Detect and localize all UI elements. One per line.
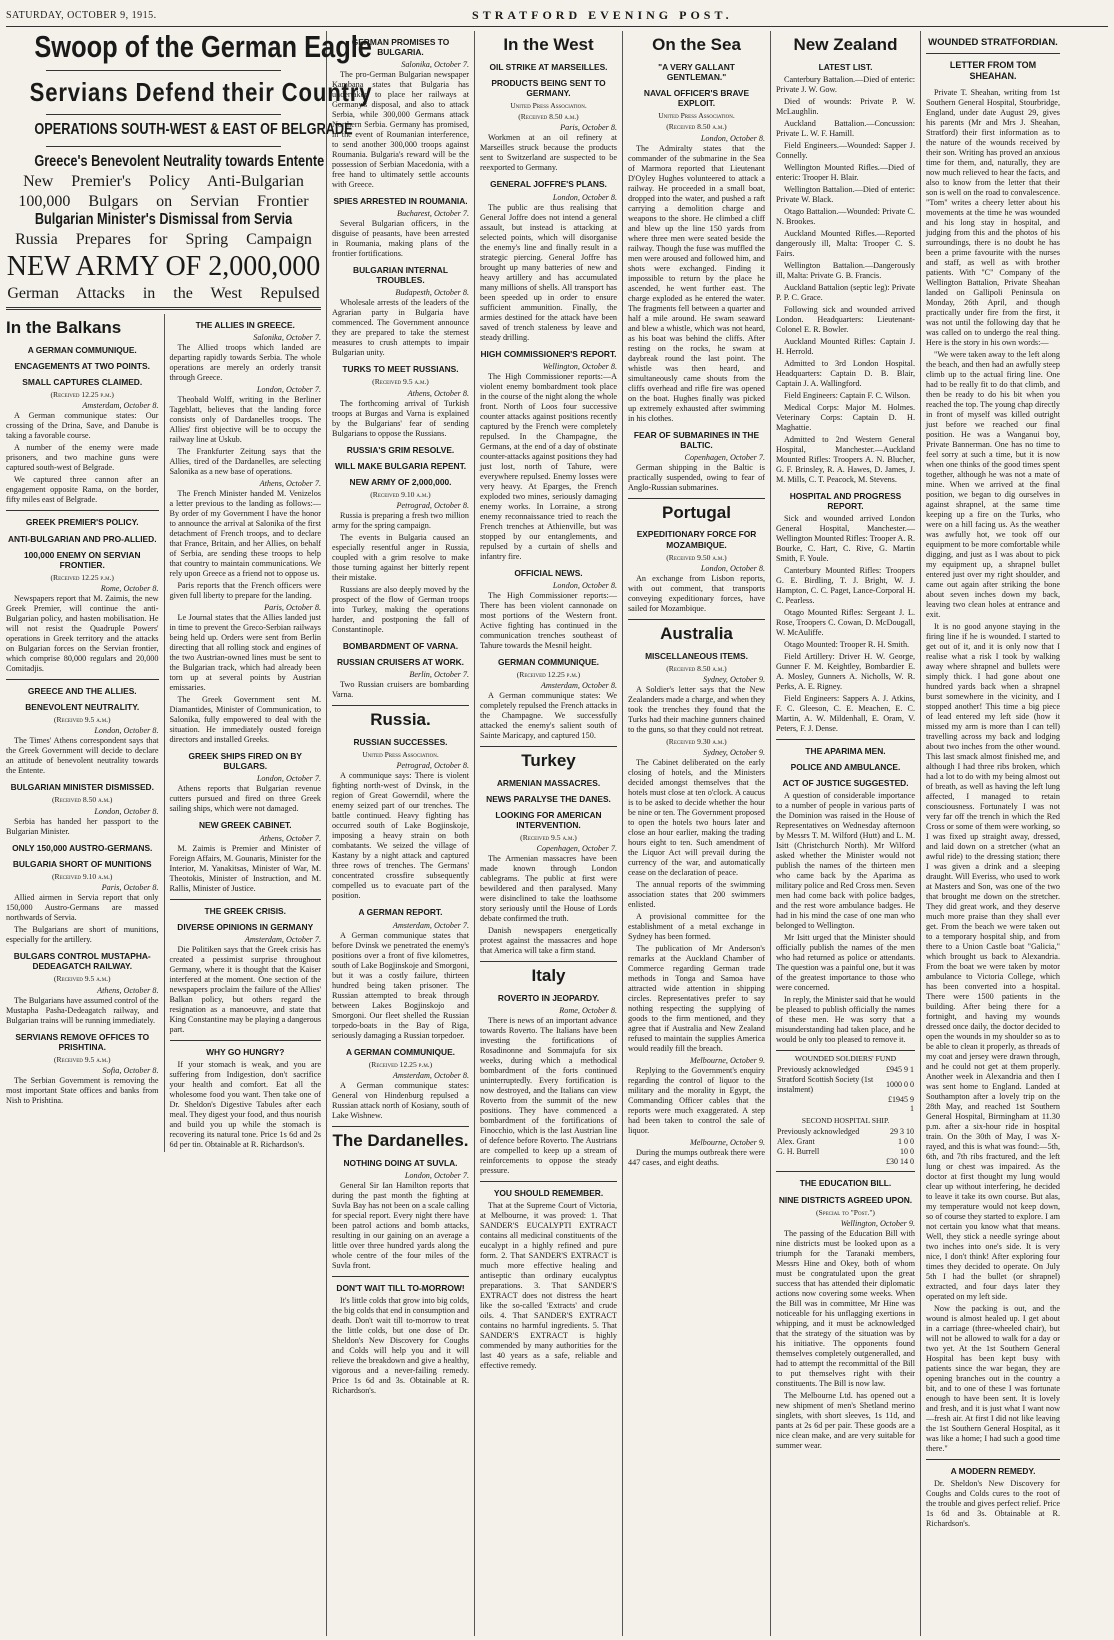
masthead — [6, 4, 1108, 27]
advert-title: DON'T WAIT TILL TO-MORROW! — [336, 1282, 465, 1293]
paragraph: The events in Bulgaria caused an especially resentful anger in Russia, coupled with a grim resolve to make those turning against her bitterly repent their mistake. — [332, 533, 469, 583]
subhead: ENCAGEMENTS AT TWO POINTS. — [14, 361, 150, 372]
casualty-entry: Field Engineers: Sappers A. J. Atkins, F. C. Gleeson, C. E. Meachen, E. C. Martin, A. W. Mildenhall, E. Oram, V. Peters, F. J. Dense. — [776, 693, 915, 733]
paragraph: Replying to the Government's enquiry regarding the control of liquor to the military and the morality in Egypt, the Commanding Officer cables that the reports were much exaggerated. A step had been taken to control the sale of liquor. — [628, 1066, 765, 1136]
paragraph: A German communique states that before Dvinsk we penetrated the enemy's positions over a front of five kilometres, south of Lake Bogjinskoje and Smorgoni, but it was a costly failure, thirteen hundred being taken prisoner. The Russian attempted to break through between Lakes Bogjinskojo and Smorgoni. Our fleet shelled the Russian torpedo-boats in the Bay of Riga, seriously damaging a Russian torpedoer. — [332, 930, 469, 1040]
section-title-sea: On the Sea — [652, 35, 741, 54]
subhead: SERVIANS REMOVE OFFICES TO PRISHTINA. — [15, 1031, 150, 1052]
paragraph: Newspapers report that M. Zaimis, the new Greek Premier, will continue the anti-Bulgarian policy, and hasten mobilisation. He will not resist the Quadruple Powers' operations in Greek territory and the attacks on Bulgarian forces on the Servian frontier, which comprise 80,000 regulars and 20,000 Comitadjis. — [6, 593, 159, 673]
lead-column — [6, 29, 373, 1636]
dateline: Paris, October 8. — [264, 603, 321, 613]
casualty-entry: Otago Mounted: Trooper R. H. Smith. — [784, 639, 910, 649]
received-time: (Received 8.50 a.m.) — [518, 112, 579, 122]
received-time: (Received 9.5 a.m.) — [53, 974, 111, 984]
subhead: LETTER FROM TOM SHEAHAN. — [949, 60, 1037, 82]
casualty-entry: Sick and wounded arrived London General Hospital, Manchester.—Wellington Mounted Rifles: Trooper A. R. Bourke, C. Hart, C. Rive, G. Martin Smith, F. Youle. — [776, 513, 915, 563]
section-title-balkans: In the Balkans — [6, 318, 122, 338]
paragraph: An exchange from Lisbon reports, with out comment, that transports conveying expeditionary forces, have sailed for Mozambique. — [628, 573, 765, 613]
subhead: 100,000 ENEMY ON SERVIAN FRONTIER. — [23, 549, 141, 570]
agency: United Press Association. — [510, 100, 587, 110]
dateline: London, October 8. — [552, 192, 617, 202]
received-time: (Received 8.50 a.m.) — [52, 795, 113, 805]
section-title-australia: Australia — [660, 623, 733, 643]
dateline: Amsterdam, October 8. — [82, 401, 159, 411]
subhead: ACT OF JUSTICE SUGGESTED. — [782, 778, 909, 789]
casualty-entry: Following sick and wounded arrived London. Headquarters: Lieutenant-Colonel E. R. Bowler. — [776, 304, 915, 334]
dateline: Wellington, October 8. — [542, 361, 617, 371]
agency: United Press Association. — [658, 111, 735, 121]
received-time: (Received 9.50 a.m.) — [666, 552, 727, 562]
table-row — [776, 1127, 915, 1137]
paragraph: During the mumps outbreak there were 447 cases, and eight deaths. — [628, 1148, 765, 1168]
casualty-entry: Admitted to 2nd Western General Hospital, Manchester.—Auckland Mounted Rifles: Troopers A. N. Blucher, G. F. Brinsley, R. A. Hawes, D. James, J. M. Mills, C. T. Peacock, M. Stevens. — [776, 434, 915, 484]
paragraph: Several Bulgarian officers, in the disguise of peasants, have been arrested in Roumania, making plans of the frontier fortifications. — [332, 219, 469, 259]
lead-subcolumns — [6, 314, 321, 1152]
subhead: NINE DISTRICTS AGREED UPON. — [778, 1194, 913, 1205]
received-time: (Received 9.5 a.m.) — [53, 1054, 111, 1064]
paragraph: The Cabinet deliberated on the early closing of hotels, and the Ministers decided amongst themselves that the hotels must close at ten o'clock. A caucus is to be asked to decide whether the hour be nine or ten. The Government proposed to open the hotels two hours later and close an hour earlier, making the trading hours eight to ten. Such amendment of the Liquor Act will prevail during the currency of the war, and automatically cease on the declaration of peace. — [628, 758, 765, 878]
subhead: FEAR OF SUBMARINES IN THE BALTIC. — [633, 429, 760, 450]
subhead: ONLY 150,000 AUSTRO-GERMANS. — [12, 842, 153, 853]
received-time: (Received 8.50 a.m.) — [666, 663, 727, 673]
column-west — [474, 31, 622, 1636]
paragraph: M. Zaimis is Premier and Minister of Foreign Affairs, M. Gounaris, Minister for the Interior, M. Yanakitsas, Minister of War, M. Theotokis, Minister of Instruction, and M. Rallis, Minister of Justice. — [169, 843, 321, 893]
dateline: Sydney, October 9. — [703, 748, 765, 758]
table-row — [776, 1147, 915, 1157]
received-time: (Received 9.5 a.m.) — [520, 833, 577, 843]
paragraph: German shipping in the Baltic is practically suspended, owing to fear of Anglo-Russian submarines. — [628, 462, 765, 492]
headline-bulgars: 100,000 Bulgars on Servian Frontier — [18, 192, 309, 210]
subhead: THE GREEK CRISIS. — [204, 905, 286, 916]
subhead: POLICE AND AMBULANCE. — [790, 762, 901, 773]
dateline: Athens, October 8. — [97, 985, 159, 995]
subhead: NAVAL OFFICER'S BRAVE EXPLOIT. — [643, 87, 750, 108]
article-title: WOUNDED STRATFORDIAN. — [928, 37, 1058, 48]
paragraph: Wholesale arrests of the leaders of the Agrarian party in Bulgaria have commenced. The Government announce they are prepared to take the sternest measures to crush attempts to impair Bulgarian unity. — [332, 298, 469, 358]
paragraph: The High Commissioner reports:—A violent enemy bombardment took place in the course of the night along the whole front. North of Loos four successive counter attacks against positions recently captured by the French were completely repulsed. In the Champagne, the Germans, at the end of a day of obstinate counter-attacks against positions they had just lost, north of Tahure, were everywhere repulsed. Enemy losses were very heavy. At Eparges, the French exploded two mines, seriously damaging enemy works. In Lorraine, a strong enemy reconnaissance tried to reach the French trenches at Athienville, but was stopped by our entanglements, and repulsed by a curtain of shells and infantry fire. — [480, 371, 617, 561]
dateline: Melbourne, October 9. — [689, 1056, 765, 1066]
paragraph: The Serbian Government is removing the most important State offices and banks from Nish to Prishtina. — [6, 1075, 159, 1105]
dateline: Copenhagen, October 7. — [536, 844, 617, 854]
subhead: "A VERY GALLANT GENTLEMAN." — [658, 61, 735, 82]
advert-title: A MODERN REMEDY. — [950, 1466, 1036, 1477]
paragraph: The French Minister handed M. Venizelos a letter previous to the landing as follows:—By order of my Government I have the honor to announce the arrival at Salonika of the first detachment of French troops, and to declare that France, Britain, and her Allies, on behalf of Serbia, are sending these troops to help that country to maintain communications. We rely upon Greece as a friend not to oppose us. — [169, 489, 321, 579]
casualty-entry: Auckland Battalion (septic leg): Private P. P. C. Grace. — [776, 282, 915, 302]
fund-amount: 1000 0 0 — [886, 1080, 914, 1090]
casualty-entry: Died of wounds: Private P. W. McLaughlin. — [776, 96, 915, 116]
received-time: (Received 9.10 a.m.) — [370, 489, 431, 499]
paragraph: Mr Isitt urged that the Minister should officially publish the names of the men who had returned as police or attendants. The question was a painful one, but it was of the greatest importance to those who were concerned. — [776, 933, 915, 993]
received-time: (Received 12.25 p.m.) — [516, 669, 581, 679]
received-time: (Received 9.10 a.m.) — [52, 871, 113, 881]
paragraph: The Times' Athens correspondent says that the Greek Government will decide to declare an attitude of benevolent neutrality towards the Entente. — [6, 736, 159, 776]
newspaper-title: STRATFORD EVENING POST. — [472, 7, 733, 22]
paragraph: Allied airmen in Servia report that only 150,000 Austro-Germans are massed northwards of Servia. — [6, 893, 159, 923]
paragraph: Paris reports that the French officers were given full liberty to prepare for the landing. — [169, 581, 321, 601]
subhead: GREEK PREMIER'S POLICY. — [25, 517, 139, 528]
subhead: GENERAL JOFFRE'S PLANS. — [490, 179, 607, 190]
subhead: HOSPITAL AND PROGRESS REPORT. — [789, 490, 902, 511]
dateline: Athens, October 7. — [259, 833, 321, 843]
casualty-entry: Auckland Mounted Rifles.—Reported dangerously ill, Malta: Trooper C. S. Fairs. — [776, 228, 915, 258]
dateline: Rome, October 8. — [559, 1006, 617, 1016]
paragraph: A Soldier's letter says that the New Zealanders made a charge, and when they took the trenches they found that the Turks had their machine gunners chained to the guns, so that they could not retreat. — [628, 684, 765, 734]
casualty-entry: Auckland Battalion.—Concussion: Private L. W. F. Hamill. — [776, 118, 915, 138]
fund-amount: £1945 9 1 — [888, 1094, 914, 1114]
paragraph: Private T. Sheahan, writing from 1st Southern General Hospital, Stourbridge, England, under date August 29, gives his parents (Mr and Mrs J. Sheahan, Stratford) their first information as to the nature of the wounds received by their son. Writing has proved an anxious time for them, and, naturally, they are now much relieved to hear the facts, and also to know from the letter that their son is well on the road to convalescence. "Tom" writes a cheery letter about his movements at the time he was wounded and his long stay in hospital, and judging from this and the photos of his surroundings, there is no doubt he has been a prime favourite with the nurses and staff, as well as with brother patients. With "C" Company of the Wellington Battalion, Private Sheahan landed on Gallipoli Peninsula on Monday, 26th April, and though practically under fire from the first, it was not until the following day that he was called on to undergo the real thing. Here is the story in his own words:— — [926, 88, 1060, 348]
paragraph: Le Journal states that the Allies landed just in time to prevent the Greco-Serbian railways being held up. Orders were sent from Berlin directing that all rolling stock and engines of the two Austrian-owned lines must be sent to the Bulgarian track, which had already been torn up at several points by Austrian emissaries. — [169, 613, 321, 693]
advert-text: That at the Supreme Court of Victoria, at Melbourne, it was proved: 1. That SANDER'S EUCALYPTI EXTRACT contains all medicinal constituents of the eucalypt in a highly refined and pure form. 2. That SANDER'S EXTRACT is much more effective healing and antiseptic than ordinary eucalyptus preparations. 3. That SANDER'S EXTRACT does not distress the heart like the so-called 'Extracts' and crude oils. 4. That SANDER'S EXTRACT contains no harmful ingredients. 5. That SANDER'S EXTRACT is highly commended by many authorities for the last 40 years as a safe, reliable and effective remedy. — [480, 1201, 617, 1371]
paragraph: General Sir Ian Hamilton reports that during the past month the fighting at Suvla Bay has not been on a scale calling for special report. Every night there have been patrol actions and bomb attacks, resulting in our gaining on an average a little over three hundred yards along the whole centre of the four miles of the Suvla front. — [332, 1180, 469, 1270]
dateline: Amsterdam, October 8. — [540, 681, 617, 691]
dateline: Paris, October 8. — [101, 883, 159, 893]
received-time: (Received 8.50 a.m.) — [666, 122, 727, 132]
paragraph: Theobald Wolff, writing in the Berliner Tageblatt, believes that the landing force consists only of Dardanelles troops. The Allies' first objective will be to occupy the railway line at Uskub. — [169, 395, 321, 445]
paragraph: "We were taken away to the left along the beach, and then had an awfully steep climb up to the actual firing line. One had to be really fit to do that climb, and then be ready to do his bit when you reached the top. The young chap directly in front of myself was killed outright just before we reached our final position. He was a Wanganui boy, Private Bannerman. One has no time to feel sorry at such a time, but it is now when one thinks of the good times spent together, although he was not a mate of mine. When we arrived at the final position, we began to dig ourselves in against shrapnel, at the same time keeping up a fire on the Turks, who were on a hill facing us. As the weather was awfully hot, we took off our equipment to be more comfortable while digging, and just as I was about to pick my equipment up, a shrapnel bullet entered just over my right shoulder, and came out again after striking the bone about seven inches down my back, leaving two clean holes at entrance and exit. — [926, 350, 1060, 620]
fund-amount: 10 0 — [900, 1146, 914, 1156]
paragraph: It is no good anyone staying in the firing line if he is wounded. I started to get out of it, and it is only now that I realise what a risk I took by walking away where shrapnel and bullets were simply thick. I had gone about one hundred yards back when a shrapnel burst somewhere in the vicinity, and I stopped another! This time a big piece of lead entered my left side (how it missed my arm is more than I can tell) travelling across my back and lodging about two inches from the other wound. This last smack almost finished me, and although I had three ribs broken, which had a lot to do with my being almost out of breath, as well as having the left lung affected, I managed to retain consciousness. Fortunately I was not very far off the trench in which the Red Cross or some of them were working, so I was fixed up straight away, dressed, and laid down on a stretcher (what an awful ride) to the dressing station; there I was given a drink and a sleeping draught. Will Everiss, who used to work at Masters and Son, was one of the two that brought me down on the stretcher. They did great work, and they deserve much more praise than they shall ever get. From the beach we were taken out to a temporary hospital ship, and from there to a Union Castle boat "Galicia," which brought us back to Alexandria. From the boat we were taken by motor ambulance to Victoria College, which has been converted into a hospital. There were 1500 patients in the building. After being there for a fortnight, and having my wounds dressed once daily, the doctor decided to open the wounds in my shoulder so as to be able to clean it properly, as threads of my coat and jersey were drawn through, and he could not get at them properly. Another week in Alexandria and then I was sent home to England. Landed at Southampton after a lovely trip on the 28th May, and reached 1st Southern General Hospital, Birmingham at 11.30 p.m. after a six-hour ride in hospital train. On the 30th of May, I was X-rayed, and this is what was found:—5th, 6th, and 7th ribs fractured, and the left lung or chest was impaired. As the doctor at first thought my lung would clear up without interfering, he decided to leave it take its own course. But alas, my temperature would not keep down, so of course they started to explore. I am not certain you know what that means. Well, they stick a needle syringe about two inches into one's side. It is very nice, I don't think! After exploring four times they decided to operate. On July 5th I had the bullet (or shrapnel) extracted, and four days later they operated on my left side. — [926, 622, 1060, 1302]
subhead: HIGH COMMISSIONER'S REPORT. — [480, 348, 617, 359]
subhead: OFFICIAL NEWS. — [514, 567, 583, 578]
dateline: London, October 7. — [404, 1170, 469, 1180]
headline-new-army: NEW ARMY OF 2,000,000 — [6, 250, 321, 282]
paragraph: The forthcoming arrival of Turkish troops at Burgas and Varna is explained by the Bulgarians' fear of sending Bulgarians to oppose the Russians. — [332, 398, 469, 438]
table-row — [776, 1065, 915, 1075]
subhead: DIVERSE OPINIONS IN GERMANY — [177, 921, 314, 932]
subhead: NOTHING DOING AT SUVLA. — [343, 1157, 458, 1168]
headline-greece: Greece's Benevolent Neutrality towards Entente — [34, 153, 325, 171]
headline-operations: OPERATIONS SOUTH-WEST & EAST OF BELGRADE — [34, 121, 353, 139]
advert-title: YOU SHOULD REMEMBER. — [493, 1188, 604, 1199]
subhead: A GERMAN COMMUNIQUE. — [27, 344, 137, 355]
casualty-entry: Wellington Mounted Rifles.—Died of enteric: Trooper H. Blair. — [776, 162, 915, 182]
subhead: A GERMAN REPORT. — [358, 907, 443, 918]
columns — [6, 31, 1108, 1636]
subhead: A GERMAN COMMUNIQUE. — [345, 1046, 456, 1057]
headline-dismissal: Bulgarian Minister's Dismissal from Servia — [34, 211, 293, 229]
paragraph: Athens reports that Bulgarian revenue cutters pursued and fired on three Greek sailing ships, which were not damaged. — [169, 784, 321, 814]
paragraph: A communique says: There is violent fighting north-west of Dvinsk, in the region of Great Gowerndil, where the enemy seized part of our trenches. The battle continued. Heavy fighting has occurred south of Lake Bogjinskoje, imposing a heavy strain on both combatants. We seized the village of Kastany by a night attack and captured three rows of trenches. The Germans' concentrated crossfire subsequently compelled us to evacuate part of the position. — [332, 771, 469, 901]
dateline: Sofia, October 8. — [102, 1065, 159, 1075]
paragraph: Two Russian cruisers are bombarding Varna. — [332, 680, 469, 700]
casualty-entry: Admitted to 3rd London Hospital. Headquarters: Captain D. B. Blair, Captain J. A. Wallingford. — [776, 358, 915, 388]
subhead: BULGARIAN MINISTER DISMISSED. — [10, 782, 154, 793]
paragraph: The Admiralty states that the commander of the submarine in the Sea of Marmora reported that Lieutenant D'Oyley Hughes volunteered to attack a railway. He proceeded in a small boat, dropped into the water, and pushed a raft carrying a demolition charge and weapons to the shore. He climbed a cliff and blew up the line 150 yards from where three men were seated beside the railway. Though the fuse was muffled the men were aroused and followed him, and shots were exchanged. Finding it impossible to return by the place he ascended, he went further east. The charge exploded as he entered the water. The fragments fell between a quarter and half a mile around. He swam seaward and blew a whistle, which was not heard, as his boat was behind the cliffs. After resting on the rocks, he swam at daybreak round the last point. The whistle was then heard, and simultaneously came shouts from the cliffs overhead and rifle fire was opened on the boat. Hughes finally was picked up extremely exhausted after swimming in his clothes. — [628, 143, 765, 423]
dateline: London, October 7. — [256, 774, 321, 784]
received-time: (Received 9.5 a.m.) — [372, 377, 429, 387]
dateline: Copenhagen, October 7. — [684, 452, 765, 462]
paragraph: Serbia has handed her passport to the Bulgarian Minister. — [6, 816, 159, 836]
subhead: GREECE AND THE ALLIES. — [27, 685, 137, 696]
subhead: TURKS TO MEET RUSSIANS. — [342, 364, 459, 375]
subhead: GREEK SHIPS FIRED ON BY BULGARS. — [188, 751, 303, 772]
paragraph: The Greek Government sent M. Diamantides, Minister of Communication, to Salonika, fully empowered to deal with the situation. He immediately ousted foreign directors and installed Greeks. — [169, 695, 321, 745]
fund-label: G. H. Burrell — [777, 1146, 820, 1156]
paragraph: The Allied troops which landed are departing rapidly towards Serbia. The whole operations are merely an orderly transit through Greece. — [169, 343, 321, 383]
paragraph: The passing of the Education Bill with nine districts must be looked upon as a triumph for the Taranaki members, Messrs Hine and Okey, both of whom must be congratulated upon the great success that has attended their diplomatic actions now covering some weeks. When the Bill was in committee, Mr Hine was noticeable for his unflagging exertions in whipping, and it must be acknowledged that the strategy of the situation was by his initiative. The opponents found themselves completely outgeneralled, and had to attempt the recommittal of the Bill to put themselves right with their constituents. The Bill is now law. — [776, 1228, 915, 1388]
paragraph: A question of considerable importance to a number of people in various parts of the Dominion was raised in the House of Representatives on Wednesday afternoon by Messrs T. M. Wilford (Hutt) and L. M. Isitt (Christchurch North). Mr Wilford asked whether the Minister would not publish the names of the thirteen men who came back by the Aparima as military police and Red Cross men. Seven men had come back with police badges, and the rest wore ambulance badges. He had in his mind the case of one man who belonged to Wellington. — [776, 791, 915, 931]
fund-label — [776, 1095, 885, 1115]
paragraph: We captured three cannon after an engagement opposite Rama, on the border, fifty miles east of Belgrade. — [6, 475, 159, 505]
dateline: London, October 8. — [94, 806, 159, 816]
subhead: MISCELLANEOUS ITEMS. — [645, 650, 748, 661]
column-wounded-stratfordian — [920, 31, 1065, 1636]
subhead: LOOKING FOR AMERICAN INTERVENTION. — [495, 809, 602, 830]
subhead: GERMAN COMMUNIQUE. — [498, 656, 599, 667]
dateline: Sydney, October 9. — [703, 674, 765, 684]
paragraph: Now the packing is out, and the wound is almost healed up. I get about in a carriage (three-wheeled chair), but will not be allowed to walk for a day or two yet. At the 1st Southern General Hospital has been kept busy with patients since the war began, they are opening branches out in the country a bit, and to one of these I was fortunate enough to have been sent. It is lovely and fresh, and it is just what I want now—fresh air. At first I did not like leaving the 1st Southern General Hospital, as it was like a home; I had such a good time there." — [926, 1304, 1060, 1454]
paragraph: The High Commissioner reports:—There has been violent cannonade on most portions of the Western front. Active fighting has continued in the communication trenches southeast of Tahure towards the Mesnil height. — [480, 590, 617, 650]
dateline: Budapesth, October 8. — [395, 288, 469, 298]
section-title-russia: Russia. — [370, 710, 431, 730]
fund-label: Previously acknowledged — [777, 1127, 860, 1137]
fund-label — [776, 1157, 879, 1167]
dateline: Bucharest, October 7. — [396, 209, 469, 219]
fund-table — [776, 1065, 915, 1114]
casualty-entry: Wellington Battalion.—Died of enteric: Private W. Black. — [776, 184, 915, 204]
section-title-new-zealand: New Zealand — [793, 35, 898, 54]
section-title-turkey: Turkey — [521, 751, 576, 771]
dateline: Amsterdam, October 7. — [392, 920, 469, 930]
dateline: Melbourne, October 9. — [689, 1138, 765, 1148]
section-title-west: In the West — [503, 35, 594, 54]
dateline: London, October 8. — [700, 563, 765, 573]
casualty-entry: Canterbury Mounted Rifles: Troopers G. E. Birdling, T. J. Bright, W. J. Hampton, C. C. Paget, Lance-Corporal H. C. Pearless. — [776, 565, 915, 605]
dateline: Rome, October 8. — [100, 583, 159, 593]
fund-title: SECOND HOSPITAL SHIP. — [801, 1116, 890, 1126]
ship-fund-table — [776, 1127, 915, 1166]
casualty-entry: Field Engineers: Captain F. C. Wilson. — [784, 390, 911, 400]
paragraph: The Armenian massacres have been made known through London cablegrams. The public at first were bewildered and then paralysed. Many were disinclined to take the loathsome story seriously until the House of Lords debate confirmed the truth. — [480, 854, 617, 924]
casualty-entry: Auckland Mounted Rifles: Captain J. H. Herrold. — [776, 336, 915, 356]
dateline: London, October 7. — [256, 385, 321, 395]
column-new-zealand — [770, 31, 920, 1636]
paragraph: A German communique states: General von Hindenburg repulsed a Russian attack north of Kosiany, south of Lake Wishnew. — [332, 1080, 469, 1120]
table-row — [776, 1075, 915, 1095]
headline-german-eagle: Swoop of the German Eagle — [34, 29, 372, 64]
advert-title: WHY GO HUNGRY? — [206, 1046, 285, 1057]
subhead: ANTI-BULGARIAN AND PRO-ALLIED. — [7, 533, 157, 544]
dateline: Amsterdam, October 7. — [244, 934, 321, 944]
subhead: BENEVOLENT NEUTRALITY. — [25, 702, 140, 713]
dateline: Athens, October 8. — [407, 388, 469, 398]
paragraph: The annual reports of the swimming association states that 200 swimmers enlisted. — [628, 880, 765, 910]
received-time: (Received 12.25 p.m.) — [50, 390, 114, 400]
subhead: WILL MAKE BULGARIA REPENT. — [334, 460, 467, 471]
subhead: ROVERTO IN JEOPARDY. — [497, 993, 600, 1004]
received-time: (Received 9.30 a.m.) — [666, 736, 727, 746]
section-title-portugal: Portugal — [662, 502, 731, 522]
advert-text: Dr. Sheldon's New Discovery for Coughs and Colds cures to the root of the trouble and gives perfect relief. Price 1s 6d and 3s. Obtainable at R. Richardson's. — [926, 1479, 1060, 1529]
headline-servians: Servians Defend their Country — [29, 76, 373, 107]
column-bulgaria — [326, 31, 474, 1636]
paragraph: A German communique states: We completely repulsed the French attacks in the Champagne. We successfully attacked the enemy's salient south of Sainte Maricapy, and captured 150. — [480, 691, 617, 741]
paragraph: Die Politiken says that the Greek crisis has created a pessimist surprise throughout Germany, where it is thought that the Kaiser interfered at the moment. One section of the newspapers proclaim the failure of the Allies' Balkan policy, but others regard the resignation as a manoeuvre, and state that King Constantine may be playing a dangerous part. — [169, 944, 321, 1034]
subhead: EXPEDITIONARY FORCE FOR MOZAMBIQUE. — [636, 529, 757, 550]
paragraph: The Melbourne Ltd. has opened out a new shipment of men's Shetland merino singlets, with short sleeves, 1s 11d, and pants at 2s 6d per pair. These goods are a nice clean make, and are very suitable for summer wear. — [776, 1390, 915, 1450]
dateline: Wellington, October 9. — [840, 1218, 915, 1228]
casualty-entry: Wellington Battalion.—Dangerously ill, Malta: Private G. B. Francis. — [776, 260, 915, 280]
subhead: GERMAN PROMISES TO BULGARIA. — [351, 37, 450, 58]
paragraph: Workmen at an oil refinery at Marseilles struck because the products sent to Switzerland are suspected to be reexported to Germany. — [480, 133, 617, 173]
subhead: RUSSIAN SUCCESSES. — [353, 737, 448, 748]
paragraph: The Frankfurter Zeitung says that the Allies, tired of the Dardanelles, are selecting Salonika as a new base of operations. — [169, 447, 321, 477]
casualty-entry: Field Engineers.—Wounded: Sapper J. Connelly. — [776, 140, 915, 160]
subhead: NEW ARMY OF 2,000,000. — [349, 476, 452, 487]
dateline: Berlin, October 7. — [409, 670, 469, 680]
paragraph: A provisional committee for the establishment of a metal exchange in Sydney has been formed. — [628, 912, 765, 942]
fund-label: Alex. Grant — [777, 1137, 815, 1147]
paragraph: The publication of Mr Anderson's remarks at the Auckland Chamber of Commerce regarding German trade methods in Tonga and Samoa have attracted wide attention in shipping circles. Representatives prefer to say nothing respecting the supplying of goods to the firm mentioned, and they agree that if Australia and New Zealand refused to maintain the supplies America would readily fill the breach. — [628, 944, 765, 1054]
headline-premier: New Premier's Policy Anti-Bulgarian — [23, 173, 304, 191]
advert-text: If your stomach is weak, and you are suffering from Indigestion, don't sacrifice your health and comfort. Eat all the wholesome food you want. Then take one of Dr. Sheldon's Digestive Tabules after each meal. They digest your food, and thus nourish and build you up while the stomach is recovering its natural tone. Price 1s 6d and 2s 6d per tin. Obtainable at R. Richardson's. — [169, 1059, 321, 1149]
dateline: Amsterdam, October 8. — [392, 1070, 469, 1080]
paragraph: A German communique states: Our crossing of the Drina, Save, and Danube is taking a favorable course. — [6, 411, 159, 441]
casualty-entry: Otago Battalion.—Wounded: Private C. N. Brookes. — [776, 206, 915, 226]
issue-date: SATURDAY, OCTOBER 9, 1915. — [6, 9, 157, 21]
dateline: London, October 8. — [94, 726, 159, 736]
received-time: (Received 12.25 p.m.) — [50, 572, 114, 582]
table-row — [776, 1095, 915, 1115]
fund-label: Stratford Scottish Society (1st instalment) — [777, 1075, 874, 1094]
fund-amount: 29 3 10 — [890, 1127, 914, 1137]
subhead: BULGARS CONTROL MUSTAPHA-DEDEAGATCH RAILWAY. — [13, 951, 151, 972]
subhead: THE APARIMA MEN. — [805, 745, 886, 756]
subhead: LATEST LIST. — [818, 61, 873, 72]
subhead: SPIES ARRESTED IN ROUMANIA. — [333, 196, 468, 207]
subhead: OIL STRIKE AT MARSEILLES. — [489, 61, 608, 72]
paragraph: The public are thus realising that General Joffre does not intend a general assault, but instead is attacking at selected points, which will disorganise the enemy's line and finally result in a strategic piercing. General Joffre has brought up many batteries of new and heavy artillery and has accumulated many millions of shells. All transport has been speeded up in order to ensure sufficient ammunition. Finally, the armies destined for the attack have been saved of trench staleness by leave and steady drilling. — [480, 202, 617, 342]
subhead: THE ALLIES IN GREECE. — [195, 320, 295, 331]
received-time: (Received 9.5 a.m.) — [53, 715, 111, 725]
subhead: PRODUCTS BEING SENT TO GERMANY. — [491, 77, 606, 98]
subhead: RUSSIAN CRUISERS AT WORK. — [336, 657, 465, 668]
subhead: ARMENIAN MASSACRES. — [496, 777, 601, 788]
dateline: Petrograd, October 8. — [396, 761, 469, 771]
dateline: London, October 8. — [552, 580, 617, 590]
paragraph: There is news of an important advance towards Roverto. The Italians have been investing the fortifications of Rosadinonne and Sommajufa for six weeks, during which a methodical bombardment of the forts continued uninterruptedly. Every fortification is now destroyed, and the Italians can view Roverto from the summit of the new positions. They have commenced a bombardment of the fortifications of Finocchio, which is the last Austrian line of defence before Roverto. The Austrians are compelled to keep up a stream of reinforcements to oppose the steady pressure. — [480, 1016, 617, 1176]
fund-label: Previously acknowledged — [777, 1065, 860, 1075]
subhead: RUSSIA'S GRIM RESOLVE. — [346, 444, 455, 455]
dateline: Salonika, October 7. — [401, 60, 469, 70]
agency: United Press Association. — [362, 750, 439, 760]
advert-text: It's little colds that grow into big colds, the big colds that end in consumption and death. Don't wait till to-morrow to treat the little colds, but one dose of Dr. Sheldon's New Discovery for Coughs and Colds will help you and it will relieve the breakdown and give a healthy, vigorous and a never-failing remedy. Price 1s 6d and 3s. Obtainable at R. Richardson's. — [332, 1295, 469, 1395]
dateline: Paris, October 8. — [560, 123, 617, 133]
received-time: (Received 12.25 p.m.) — [368, 1059, 433, 1069]
dateline: Petrograd, October 8. — [396, 501, 469, 511]
dateline: Salonika, October 7. — [253, 333, 321, 343]
subhead: NEW GREEK CABINET. — [198, 820, 292, 831]
subhead: BOMBARDMENT OF VARNA. — [342, 641, 459, 652]
subhead: BULGARIA SHORT OF MUNITIONS — [12, 858, 152, 869]
subhead: BULGARIAN INTERNAL TROUBLES. — [353, 265, 448, 286]
fund-amount: 1 0 0 — [898, 1137, 914, 1147]
paragraph: Russia is preparing a fresh two million army for the spring campaign. — [332, 511, 469, 531]
subhead: SMALL CAPTURES CLAIMED. — [22, 377, 143, 388]
paragraph: Danish newspapers energetically protest against the massacres and hope that America will take a firm stand. — [480, 926, 617, 956]
casualty-entry: Medical Corps: Major M. Holmes. Veterinary Corps: Captain D. H. Maghattie. — [776, 402, 915, 432]
column-sea — [622, 31, 770, 1636]
dateline: London, October 8. — [700, 133, 765, 143]
paragraph: The pro-German Bulgarian newspaper Kambana states that Bulgaria has undertaken to place her railways at Germany's disposal, and also to attack Serbia, while 300,000 Germans attack Northern Serbia. Germany has promised, in the event of Roumanian interference, to send another 300,000 troops against Roumania. Bulgaria's reward will be the possession of Serbian Macedonia, with a free hand to ultimately settle accounts with Greece. — [332, 70, 469, 190]
paragraph: Russians are also deeply moved by the prospect of the flow of German troops into Turkey, making the operations harder, and postponing the fall of Constantinople. — [332, 585, 469, 635]
balkans-article — [6, 314, 164, 1152]
paragraph: In reply, the Minister said that he would be pleased to publish officially the names of these men. He was sorry that a misunderstanding had taken place, and he would be only too pleased to remove it. — [776, 995, 915, 1045]
fund-amount: £30 14 0 — [886, 1156, 914, 1166]
casualty-entry: Otago Mounted Rifles: Sergeant J. L. Rose, Troopers C. Cowan, D. McDougall, W. McAuliffe. — [776, 607, 915, 637]
headline-german-attacks: German Attacks in the West Repulsed — [7, 284, 320, 302]
paragraph: A number of the enemy were made prisoners, and two machine guns were captured south-west of Belgrade. — [6, 443, 159, 473]
subhead: THE EDUCATION BILL. — [799, 1178, 892, 1189]
section-title-dardanelles: The Dardanelles. — [332, 1130, 469, 1150]
table-row — [776, 1137, 915, 1147]
paragraph: The Bulgarians have assumed control of the Mustapha Pasha-Dedeagatch railway, and Bulgarian trains will be running immediately. — [6, 995, 159, 1025]
paragraph: The Bulgarians are short of munitions, especially for the artillery. — [6, 925, 159, 945]
subhead: NEWS PARALYSE THE DANES. — [486, 793, 611, 804]
fund-amount: £945 9 1 — [886, 1065, 914, 1075]
source-note: (Special to "Post.") — [816, 1207, 875, 1217]
table-row — [776, 1157, 915, 1167]
headline-russia: Russia Prepares for Spring Campaign — [15, 231, 312, 249]
allies-greece-article — [164, 314, 322, 1152]
section-title-italy: Italy — [531, 966, 566, 986]
dateline: Athens, October 7. — [259, 479, 321, 489]
fund-title: WOUNDED SOLDIERS' FUND — [794, 1054, 897, 1064]
casualty-entry: Canterbury Battalion.—Died of enteric: Private J. W. Gow. — [776, 74, 915, 94]
casualty-entry: Field Artillery: Driver H. W. George, Gunner F. M. Keightley, Bombardier E. A. Mosley, Gunners A. Nicholls, W. R. Perks, A. E. Rigney. — [776, 651, 915, 691]
